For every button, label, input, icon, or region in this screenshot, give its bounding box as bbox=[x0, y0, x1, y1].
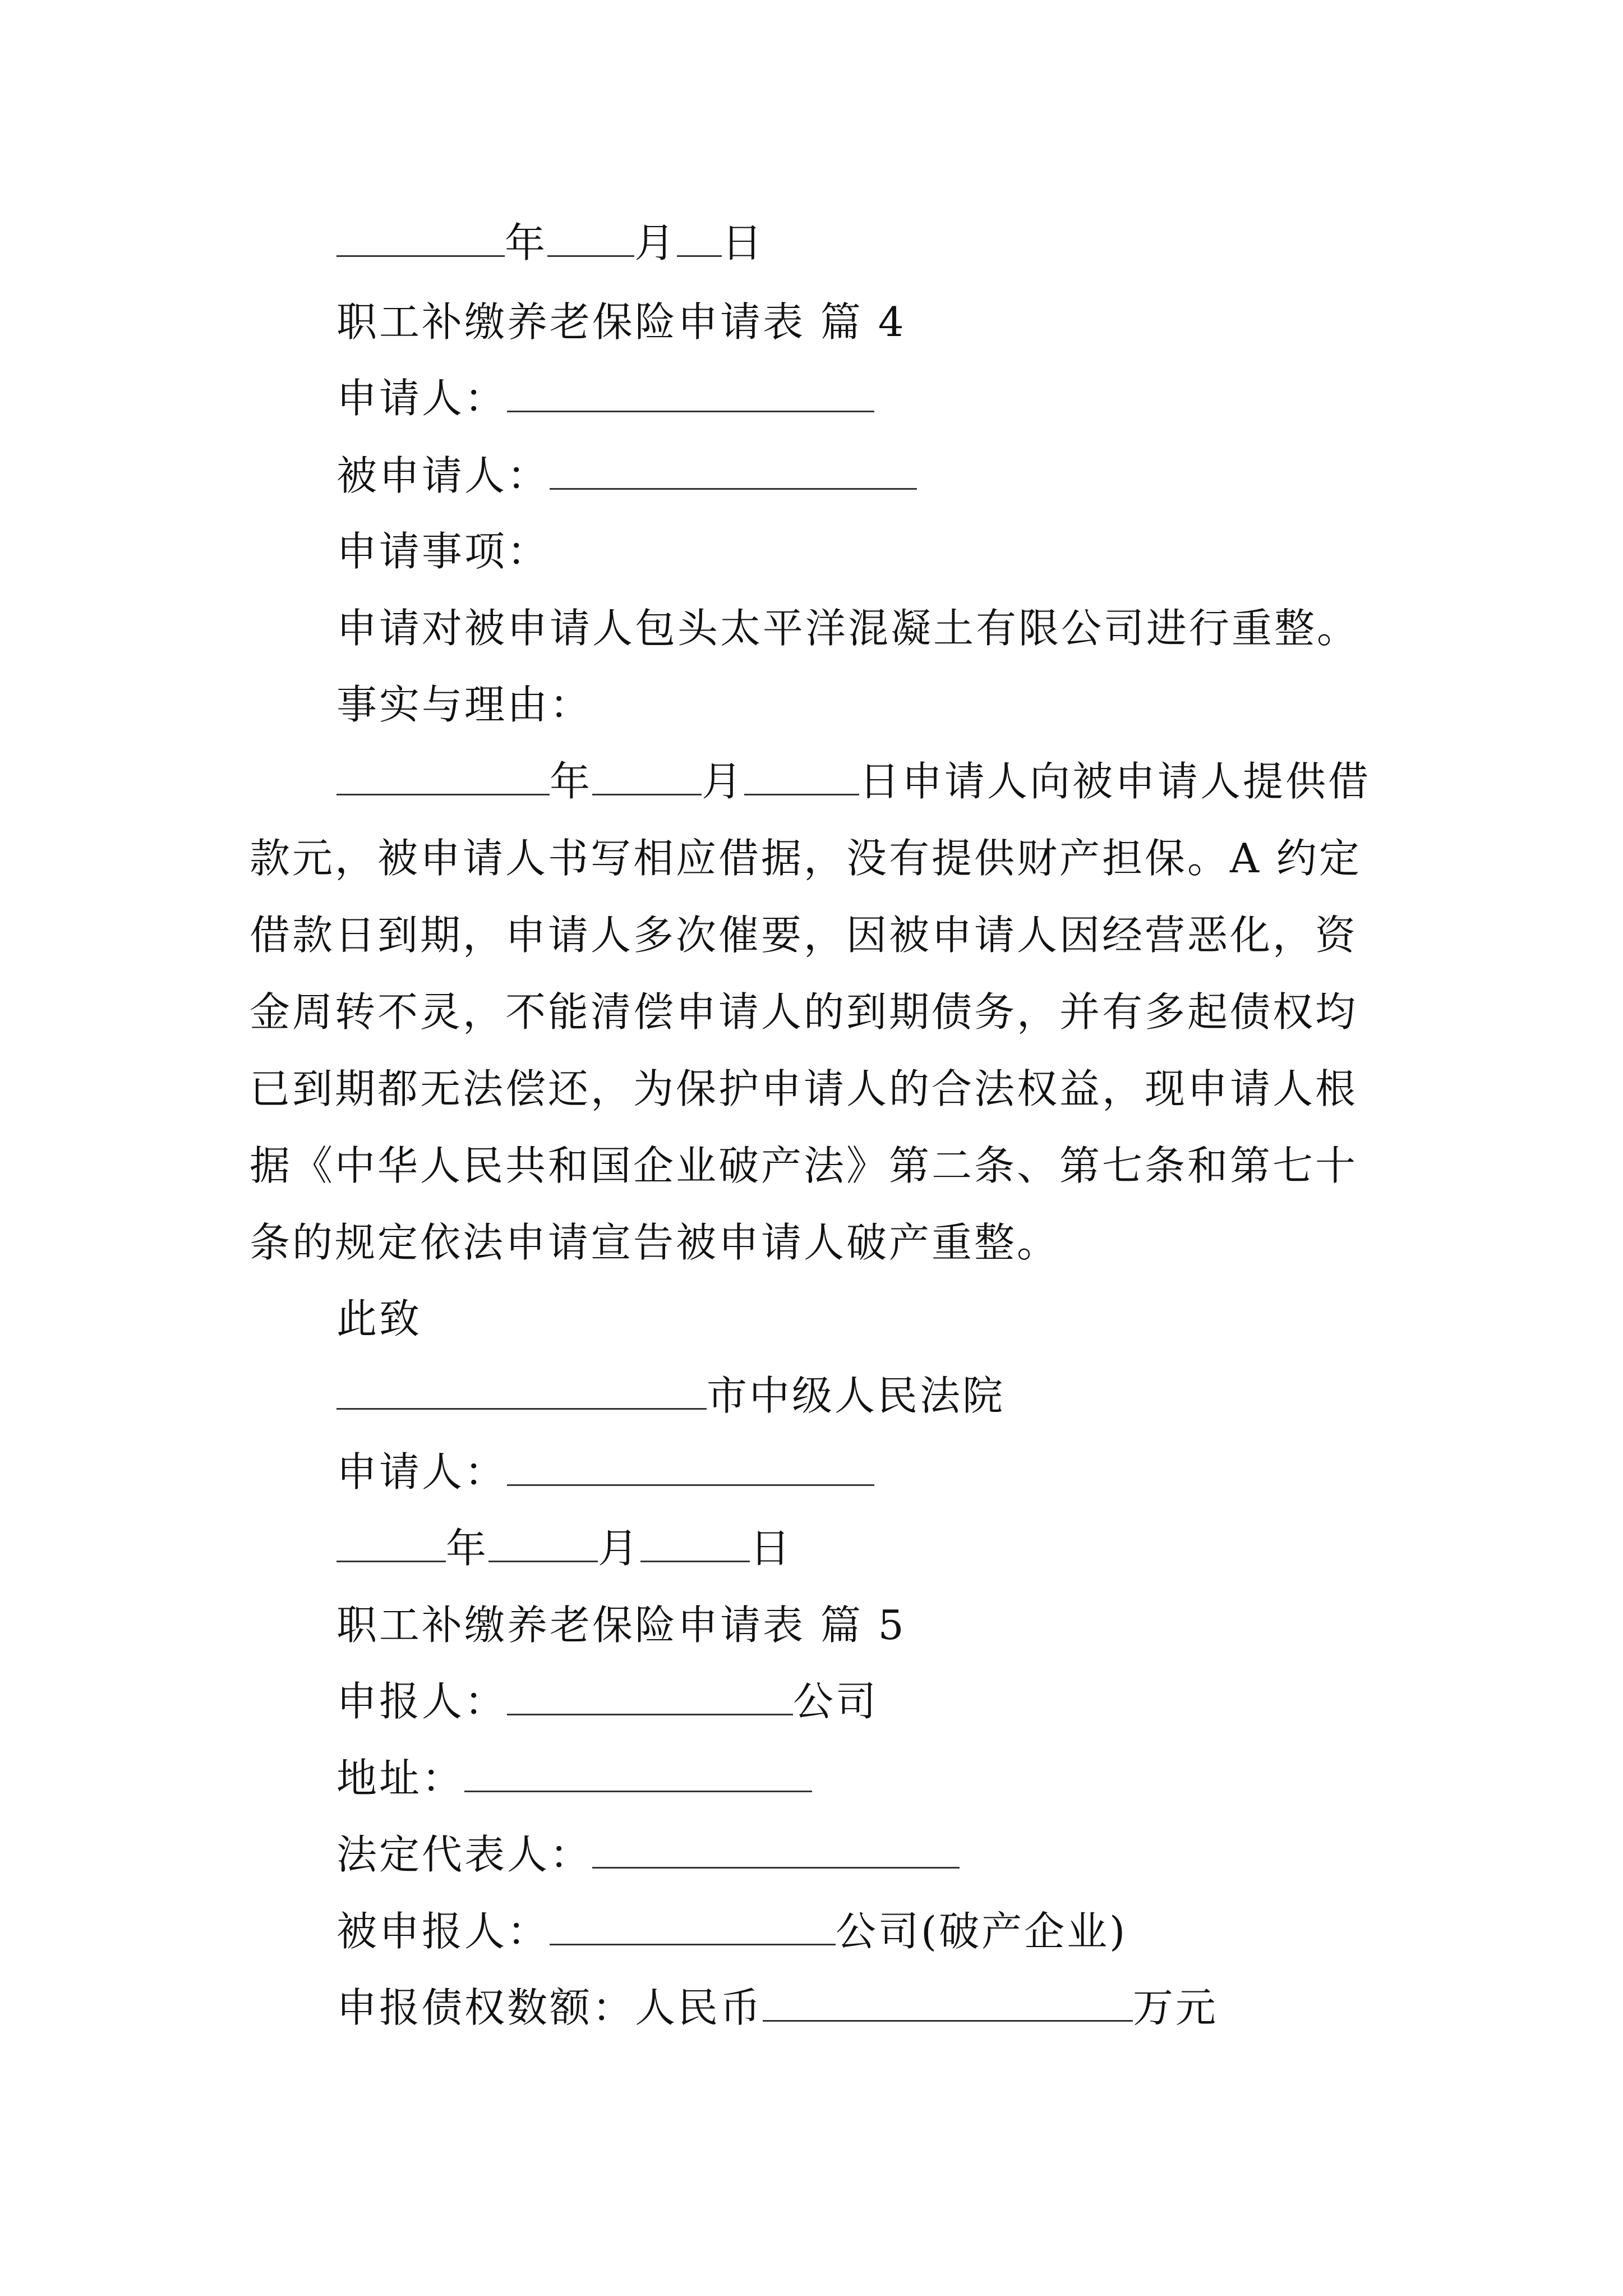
address-line bbox=[336, 1751, 812, 1805]
matters-text: 申请对被申请人包头太平洋混凝土有限公司进行重整。 bbox=[336, 605, 1360, 652]
section4-heading: 职工补缴养老保险申请表 篇 4 bbox=[336, 298, 906, 346]
amount-blank[interactable] bbox=[763, 1984, 1133, 2022]
facts-month-blank[interactable] bbox=[592, 758, 702, 795]
applicant-blank[interactable] bbox=[507, 375, 874, 412]
facts-year-label: 年 bbox=[550, 758, 593, 805]
sign-applicant-label: 申请人： bbox=[336, 1448, 508, 1496]
year-label: 年 bbox=[505, 219, 548, 266]
declarant-suffix: 公司 bbox=[793, 1678, 879, 1725]
declarant-label: 申报人： bbox=[336, 1678, 508, 1725]
facts-line1-tail: 日申请人向被申请人提供借 bbox=[859, 758, 1371, 805]
facts-line: 已到期都无法偿还，为保护申请人的合法权益，现申请人根 bbox=[250, 1065, 1358, 1112]
respondent-label: 被申请人： bbox=[336, 452, 550, 499]
respondent-line bbox=[336, 449, 917, 503]
respondent5-line bbox=[336, 1904, 1127, 1958]
amount-line bbox=[336, 1981, 1218, 2035]
salutation: 此致 bbox=[336, 1295, 422, 1342]
year-blank[interactable] bbox=[336, 219, 505, 257]
amount-label: 申报债权数额：人民币 bbox=[336, 1984, 763, 2031]
court-line bbox=[336, 1369, 1005, 1423]
day-blank[interactable] bbox=[677, 219, 722, 257]
month-blank[interactable] bbox=[547, 219, 634, 257]
sign-applicant-line bbox=[336, 1445, 874, 1499]
day-label: 日 bbox=[750, 1525, 793, 1572]
facts-line: 款元，被申请人书写相应借据，没有提供财产担保。A 约定 bbox=[250, 835, 1362, 882]
year-blank[interactable] bbox=[336, 1525, 446, 1562]
facts-label: 事实与理由： bbox=[336, 681, 593, 728]
facts-year-blank[interactable] bbox=[336, 758, 550, 795]
facts-line: 借款日到期，申请人多次催要，因被申请人因经营恶化，资 bbox=[250, 912, 1358, 959]
facts-day-blank[interactable] bbox=[744, 758, 859, 795]
month-blank[interactable] bbox=[488, 1525, 598, 1562]
respondent5-suffix: 公司(破产企业) bbox=[836, 1908, 1128, 1955]
respondent5-label: 被申报人： bbox=[336, 1908, 550, 1955]
month-label: 月 bbox=[598, 1525, 641, 1572]
facts-line: 条的规定依法申请宣告被申请人破产重整。 bbox=[250, 1219, 1060, 1266]
matters-label: 申请事项： bbox=[336, 528, 550, 575]
month-label: 月 bbox=[634, 219, 677, 266]
legal-rep-line bbox=[336, 1828, 960, 1881]
section5-heading: 职工补缴养老保险申请表 篇 5 bbox=[336, 1602, 906, 1649]
applicant-line bbox=[336, 371, 874, 425]
facts-month-label: 月 bbox=[702, 758, 745, 805]
address-blank[interactable] bbox=[464, 1755, 812, 1792]
respondent-blank[interactable] bbox=[550, 452, 917, 490]
respondent5-blank[interactable] bbox=[550, 1908, 836, 1945]
day-label: 日 bbox=[722, 219, 765, 266]
date-line-top bbox=[336, 216, 764, 270]
facts-line: 金周转不灵，不能清偿申请人的到期债务，并有多起债权均 bbox=[250, 988, 1358, 1036]
declarant-line bbox=[336, 1674, 878, 1728]
date-line-bottom bbox=[336, 1521, 792, 1575]
facts-line: 据《中华人民共和国企业破产法》第二条、第七条和第七十 bbox=[250, 1142, 1358, 1189]
legal-rep-label: 法定代表人： bbox=[336, 1831, 593, 1878]
facts-line-1 bbox=[336, 754, 1371, 808]
applicant-label: 申请人： bbox=[336, 375, 508, 422]
declarant-blank[interactable] bbox=[507, 1678, 793, 1715]
amount-unit: 万元 bbox=[1133, 1984, 1219, 2031]
year-label: 年 bbox=[446, 1525, 489, 1572]
legal-rep-blank[interactable] bbox=[592, 1831, 960, 1869]
day-blank[interactable] bbox=[640, 1525, 750, 1562]
court-label: 市中级人民法院 bbox=[707, 1372, 1006, 1419]
court-blank[interactable] bbox=[336, 1372, 707, 1410]
address-label: 地址： bbox=[336, 1755, 465, 1802]
sign-applicant-blank[interactable] bbox=[507, 1448, 874, 1486]
